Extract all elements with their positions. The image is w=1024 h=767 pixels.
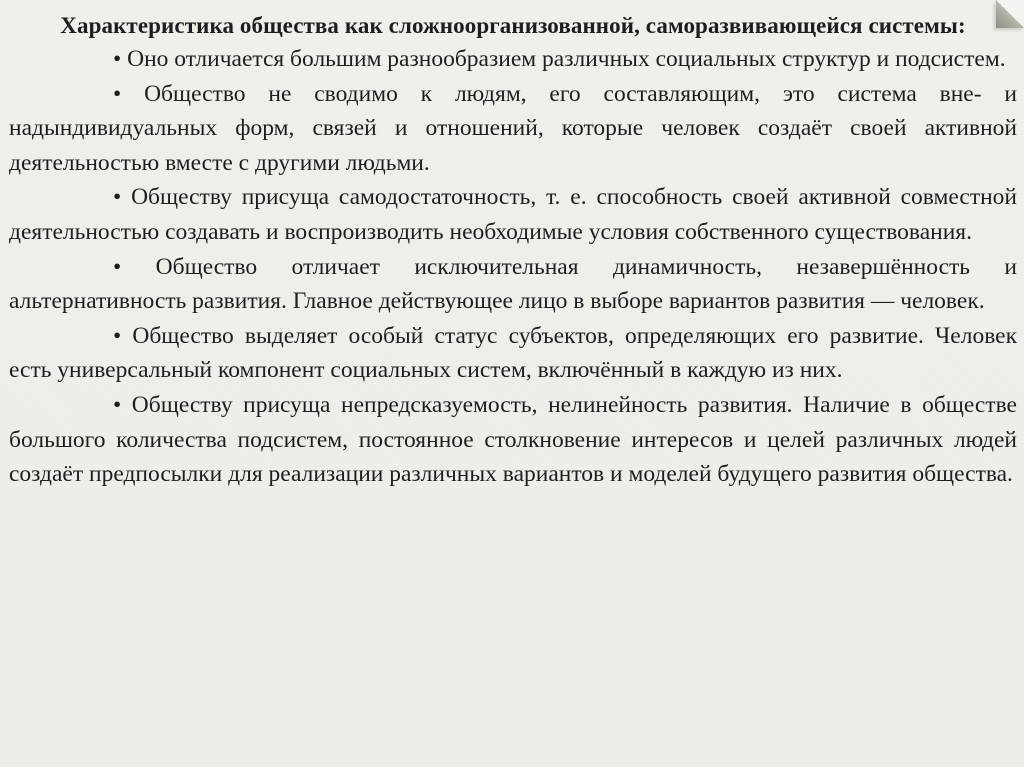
bullet-paragraph: • Оно отличается большим разнообразием различных социальных структур и подсистем. xyxy=(113,46,1006,72)
bullet-paragraph: • Общество выделяет особый статус субъектов, определяющих его развитие. Человек есть универсальный компонент социальных систем, включённый в каждую из них. xyxy=(9,322,1017,384)
bullet-paragraph: • Обществу присуща непредсказуемость, нелинейность развития. Наличие в обществе большого количества подсистем, постоянное столкновение интересов и целей различных людей создаёт предпосылки для реализации различных вариантов и моделей будущего развития общества. xyxy=(9,391,1017,488)
bullet-paragraph: • Общество отличает исключительная динамичность, незавершённость и альтернативность развития. Главное действующее лицо в выборе вариантов развития — человек. xyxy=(9,253,1017,315)
slide-title: Характеристика общества как сложноорганизованной, саморазвивающейся системы: xyxy=(60,13,966,38)
bullet-paragraph: • Общество не сводимо к людям, его составляющим, это система вне- и надындивидуальных форм, связей и отношений, которые человек создаёт своей активной деятельностью вместе с другими людьми. xyxy=(9,80,1017,176)
bullet-paragraph: • Обществу присуща самодостаточность, т. е. способность своей активной совместной деятельностью создавать и воспроизводить необходимые условия собственного существования. xyxy=(9,184,1017,245)
slide-content xyxy=(9,10,1017,492)
